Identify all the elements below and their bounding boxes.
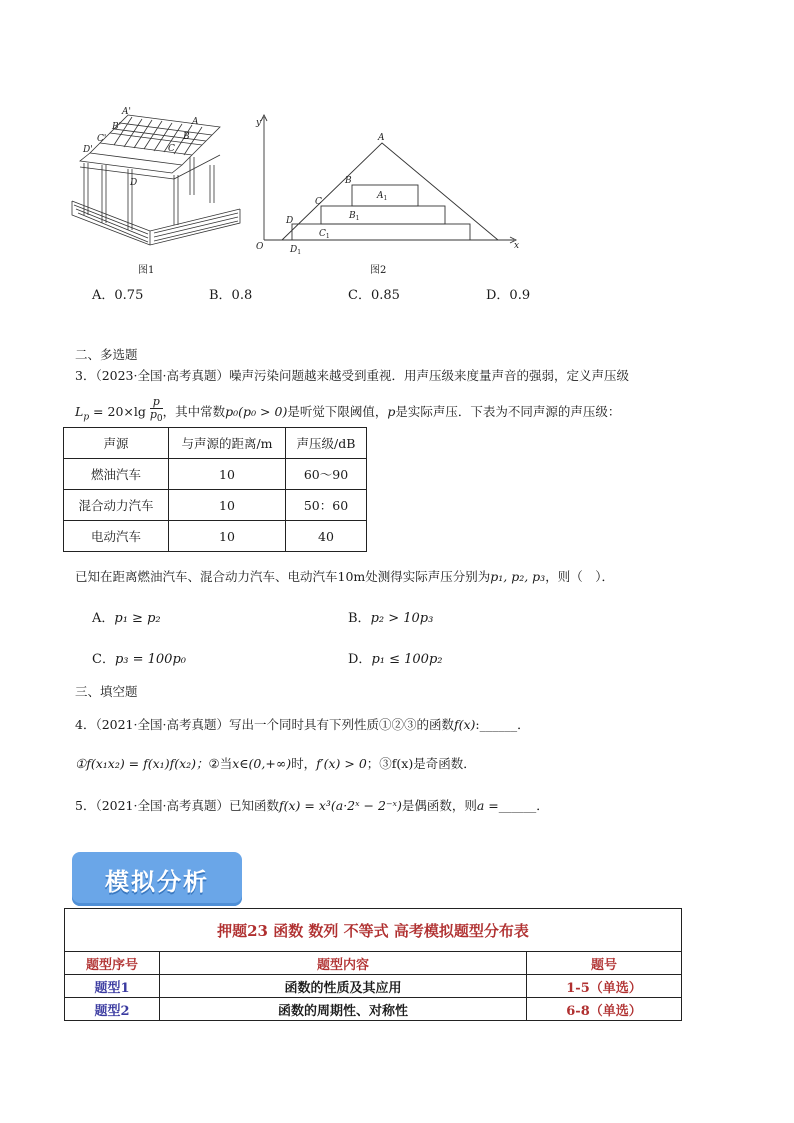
table-row	[64, 459, 367, 490]
table-cell: 函数的性质及其应用	[160, 975, 527, 998]
q5-blank[interactable]: ______．	[498, 798, 549, 813]
question-distribution-table	[64, 908, 682, 1021]
table-header-level: 声压级/dB	[286, 428, 367, 459]
q4-stem	[75, 716, 530, 734]
q2-option-b[interactable]: B．0.8	[209, 288, 253, 303]
figure2-diagram	[252, 112, 532, 257]
table-header-distance: 与声源的距离/m	[169, 428, 286, 459]
q4-prop2a: ②当	[208, 756, 233, 771]
table-cell: 电动汽车	[64, 521, 169, 552]
q4-prop2b: 时，	[291, 756, 317, 771]
q3-question	[75, 568, 614, 586]
table-cell: 10	[169, 459, 286, 490]
q3-question-b: ，则（ ）．	[545, 569, 614, 584]
table-cell: 混合动力汽车	[64, 490, 169, 521]
q4-stem-text: 4．（2021·全国·高考真题）写出一个同时具有下列性质①②③的函数	[75, 717, 454, 732]
table-cell: 函数的周期性、对称性	[160, 998, 527, 1021]
q3-frac-numerator: p	[150, 396, 163, 409]
q4-properties	[75, 755, 476, 773]
q3-p-var: p	[387, 404, 396, 420]
table-row	[64, 521, 367, 552]
fig2-point-b1: $B_1$	[349, 211, 360, 222]
fig2-axis-y: y	[256, 118, 262, 128]
section2-title: 二、多选题	[75, 347, 138, 362]
q4-blank[interactable]: :______．	[475, 717, 530, 732]
q3-option-c[interactable]: C．p₃ = 100p₀	[92, 652, 186, 667]
badge-title: 模拟分析	[105, 868, 209, 896]
fig2-point-b: B	[345, 176, 352, 186]
fig2-origin: O	[256, 242, 264, 252]
q3-text-a: ，其中常数	[162, 404, 226, 420]
fig1-label-a-prime: A'	[122, 107, 131, 117]
table-cell: 10	[169, 521, 286, 552]
fig1-label-c: C	[168, 144, 175, 154]
q3-stem-line2	[75, 395, 621, 427]
q2-option-d[interactable]: D．0.9	[486, 288, 531, 303]
q3-formula-l-sub: p	[83, 412, 90, 423]
q4-func: f(x)	[453, 717, 476, 732]
fig2-point-c: C	[315, 197, 322, 207]
q3-question-a: 已知在距离燃油汽车、混合动力汽车、电动汽车10m处测得实际声压分别为	[75, 569, 491, 584]
section3-title: 三、填空题	[75, 684, 138, 699]
fig2-point-c1: $C_1$	[319, 229, 330, 240]
q4-prop2-cond: x∈(0,+∞)	[232, 756, 292, 771]
q4-prop2c: ；	[366, 756, 380, 771]
fig2-point-a1: $A_1$	[377, 191, 388, 202]
table-row	[64, 490, 367, 521]
table-cell: 60～90	[286, 459, 367, 490]
table-cell: 题型1	[65, 975, 160, 998]
table-cell: 1-5（单选）	[527, 975, 682, 998]
q3-option-a[interactable]: A．p₁ ≥ p₂	[92, 611, 161, 626]
fig2-axis-x: x	[514, 241, 520, 251]
q3-stem-line1: 3．（2023·全国·高考真题）噪声污染问题越来越受到重视．用声压级来度量声音的强弱，定义声压级	[75, 368, 629, 383]
table-cell: 40	[286, 521, 367, 552]
table-row	[65, 998, 682, 1021]
q5-stem-text: 5．（2021·全国·高考真题）已知函数	[75, 798, 279, 813]
fig1-label-d-prime: D'	[83, 145, 93, 155]
q3-formula-eq: = 20×lg	[89, 404, 146, 420]
dist-header-question-no: 题号	[527, 952, 682, 975]
q3-frac-denominator: p	[149, 408, 157, 421]
dist-header-content: 题型内容	[160, 952, 527, 975]
q4-prop1: ①f(x₁x₂) = f(x₁)f(x₂)；	[75, 756, 209, 771]
q3-option-b[interactable]: B．p₂ > 10p₃	[348, 611, 434, 626]
q3-formula-l: L	[75, 404, 84, 420]
figure1-caption: 图1	[138, 265, 155, 276]
fig1-label-d: D	[130, 178, 138, 188]
fig1-label-b: B	[183, 132, 190, 142]
fig2-point-a: A	[378, 133, 385, 143]
q2-option-a[interactable]: A．0.75	[92, 288, 144, 303]
q3-frac-den-sub: 0	[156, 414, 163, 425]
q3-option-d[interactable]: D．p₁ ≤ 100p₂	[348, 652, 443, 667]
q3-text-b: 是听觉下限阈值，	[287, 404, 388, 420]
figure2-caption: 图2	[370, 265, 387, 276]
simulation-analysis-badge	[72, 852, 242, 906]
fig1-label-c-prime: C'	[97, 134, 107, 144]
table-cell: 6-8（单选）	[527, 998, 682, 1021]
sound-pressure-table	[63, 427, 367, 552]
dist-table-title: 押题23 函数 数列 不等式 高考模拟题型分布表	[65, 909, 682, 952]
q4-prop2-expr: f′(x) > 0	[316, 756, 367, 771]
table-cell: 10	[169, 490, 286, 521]
fig2-point-d1: $D_1$	[290, 245, 302, 256]
q5-stem	[75, 797, 549, 815]
table-header-row	[64, 428, 367, 459]
table-row	[65, 975, 682, 998]
q4-prop3: ③f(x)是奇函数．	[379, 756, 476, 771]
table-header-source: 声源	[64, 428, 169, 459]
fig1-label-a: A	[192, 117, 199, 127]
dist-header-type-no: 题型序号	[65, 952, 160, 975]
q3-formula-fraction	[150, 396, 163, 425]
figure1-building	[70, 105, 250, 255]
q3-p0-expr: p₀(p₀ > 0)	[225, 404, 288, 420]
table-cell: 50：60	[286, 490, 367, 521]
q5-func-expr: f(x) = x³(a·2ˣ − 2⁻ˣ)	[278, 798, 402, 813]
table-cell: 题型2	[65, 998, 160, 1021]
q3-question-vars: p₁, p₂, p₃	[490, 569, 546, 584]
q3-text-c: 是实际声压．下表为不同声源的声压级：	[395, 404, 621, 420]
q5-var: a =	[476, 798, 499, 813]
fig2-point-d: D	[286, 216, 294, 226]
dist-title-row	[65, 909, 682, 952]
fig1-label-b-prime: B'	[112, 122, 122, 132]
q5-mid: 是偶函数，则	[401, 798, 477, 813]
dist-header-row	[65, 952, 682, 975]
table-cell: 燃油汽车	[64, 459, 169, 490]
q2-option-c[interactable]: C．0.85	[348, 288, 400, 303]
